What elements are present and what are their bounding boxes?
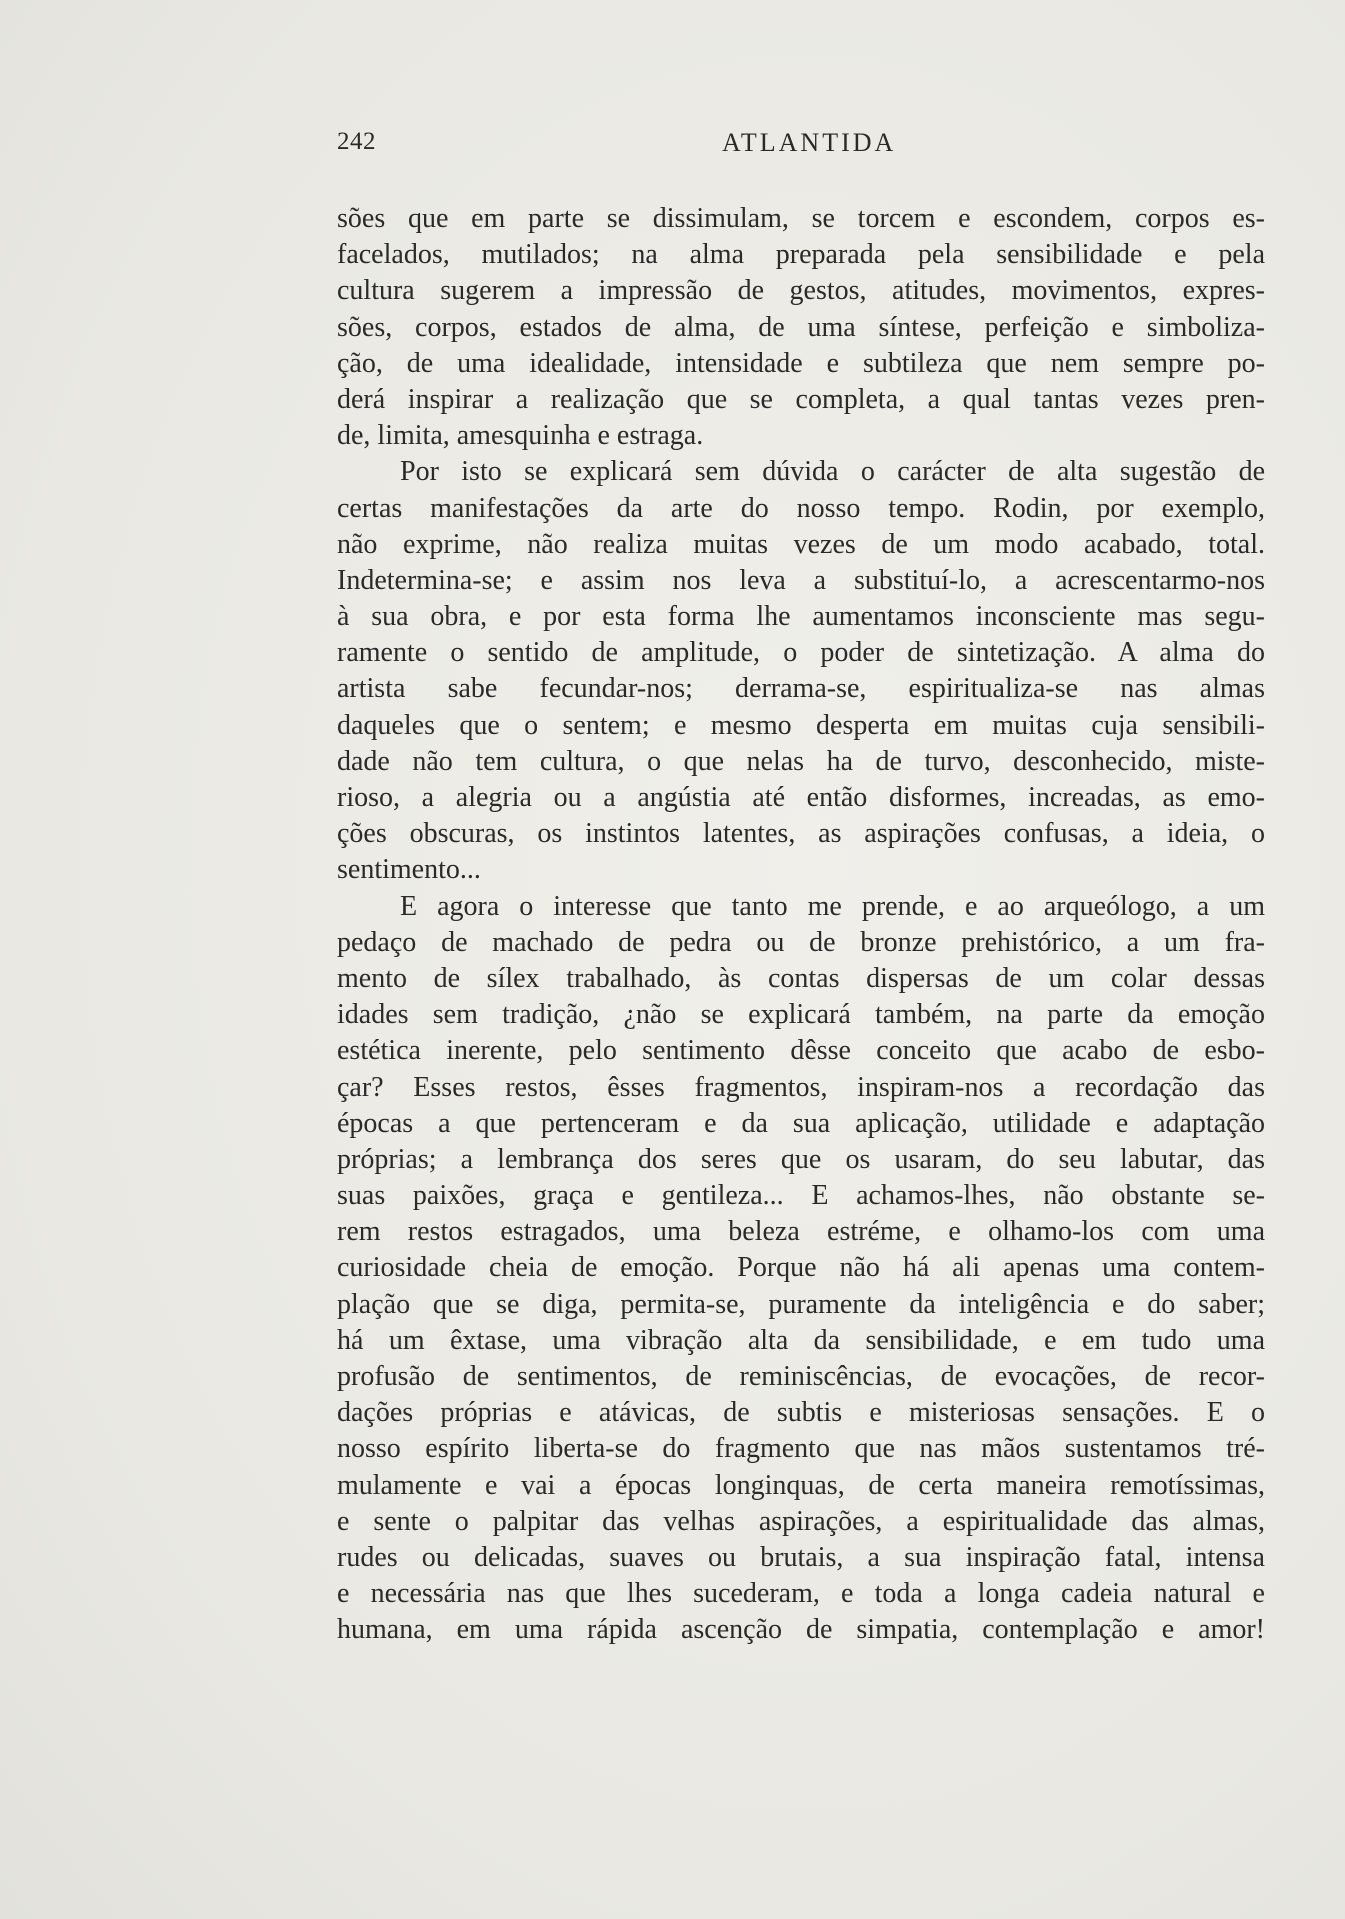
page-header bbox=[337, 128, 1267, 164]
text-line: rioso, a alegria ou a angústia até então disformes, increadas, as emo- bbox=[337, 782, 1265, 813]
text-line: E agora o interesse que tanto me prende, e ao arqueólogo, a um bbox=[400, 890, 1265, 922]
text-line: sões, corpos, estados de alma, de uma síntese, perfeição e simboliza- bbox=[337, 311, 1265, 343]
running-title: ATLANTIDA bbox=[722, 128, 897, 157]
text-line: ção, de uma idealidade, intensidade e subtileza que nem sempre po- bbox=[337, 347, 1265, 379]
text-line: dade não tem cultura, o que nelas ha de turvo, desconhecido, miste- bbox=[337, 745, 1265, 777]
text-line: ramente o sentido de amplitude, o poder de sintetização. A alma do bbox=[337, 637, 1265, 669]
text-line: de, limita, amesquinha e estraga. bbox=[337, 420, 704, 452]
text-line: à sua obra, e por esta forma lhe aumentamos inconsciente mas segu- bbox=[337, 601, 1265, 633]
text-line: sentimento... bbox=[337, 854, 481, 886]
text-line: nosso espírito liberta-se do fragmento que nas mãos sustentamos tré- bbox=[337, 1433, 1265, 1465]
text-line: e necessária nas que lhes sucederam, e toda a longa cadeia natural e bbox=[337, 1578, 1265, 1610]
text-line: mento de sílex trabalhado, às contas dispersas de um colar dessas bbox=[337, 962, 1265, 994]
text-line: próprias; a lembrança dos seres que os usaram, do seu labutar, das bbox=[337, 1143, 1265, 1175]
text-line: mulamente e vai a épocas longinquas, de certa maneira remotíssimas, bbox=[337, 1469, 1265, 1501]
text-line: estética inerente, pelo sentimento dêsse conceito que acabo de esbo- bbox=[337, 1035, 1265, 1067]
text-line: certas manifestações da arte do nosso tempo. Rodin, por exemplo, bbox=[337, 492, 1265, 524]
page-number: 242 bbox=[337, 128, 376, 155]
text-line: derá inspirar a realização que se completa, a qual tantas vezes pren- bbox=[337, 383, 1265, 415]
body-text bbox=[337, 201, 1265, 1649]
text-line: plação que se diga, permita-se, puramente da inteligência e do saber; bbox=[337, 1288, 1265, 1320]
text-line: humana, em uma rápida ascenção de simpatia, contemplação e amor! bbox=[337, 1614, 1265, 1646]
text-line: profusão de sentimentos, de reminiscências, de evocações, de recor- bbox=[337, 1361, 1265, 1392]
text-line: sões que em parte se dissimulam, se torcem e escondem, corpos es- bbox=[337, 203, 1265, 234]
text-line: não exprime, não realiza muitas vezes de um modo acabado, total. bbox=[337, 528, 1265, 560]
text-line: facelados, mutilados; na alma preparada pela sensibilidade e pela bbox=[337, 239, 1265, 271]
text-line: dações próprias e atávicas, de subtis e misteriosas sensações. E o bbox=[337, 1397, 1265, 1429]
text-line: Indetermina-se; e assim nos leva a substituí-lo, a acrescentarmo-nos bbox=[337, 564, 1265, 596]
text-line: daqueles que o sentem; e mesmo desperta em muitas cuja sensibili- bbox=[337, 709, 1265, 741]
text-line: rudes ou delicadas, suaves ou brutais, a sua inspiração fatal, intensa bbox=[337, 1541, 1265, 1573]
text-line: curiosidade cheia de emoção. Porque não há ali apenas uma contem- bbox=[337, 1252, 1265, 1284]
text-line: há um êxtase, uma vibração alta da sensibilidade, e em tudo uma bbox=[337, 1324, 1265, 1356]
text-line: ções obscuras, os instintos latentes, as aspirações confusas, a ideia, o bbox=[337, 818, 1265, 850]
text-line: e sente o palpitar das velhas aspirações, a espiritualidade das almas, bbox=[337, 1505, 1265, 1537]
text-line: Por isto se explicará sem dúvida o carácter de alta sugestão de bbox=[400, 456, 1265, 488]
text-line: rem restos estragados, uma beleza estréme, e olhamo-los com uma bbox=[337, 1216, 1265, 1248]
text-line: cultura sugerem a impressão de gestos, atitudes, movimentos, expres- bbox=[337, 275, 1265, 307]
text-line: suas paixões, graça e gentileza... E achamos-lhes, não obstante se- bbox=[337, 1180, 1265, 1212]
text-line: pedaço de machado de pedra ou de bronze prehistórico, a um fra- bbox=[337, 926, 1265, 958]
text-line: épocas a que pertenceram e da sua aplicação, utilidade e adaptação bbox=[337, 1107, 1265, 1139]
text-line: çar? Esses restos, êsses fragmentos, inspiram-nos a recordação das bbox=[337, 1071, 1265, 1103]
text-line: idades sem tradição, ¿não se explicará também, na parte da emoção bbox=[337, 999, 1265, 1031]
text-line: artista sabe fecundar-nos; derrama-se, espiritualiza-se nas almas bbox=[337, 673, 1265, 705]
